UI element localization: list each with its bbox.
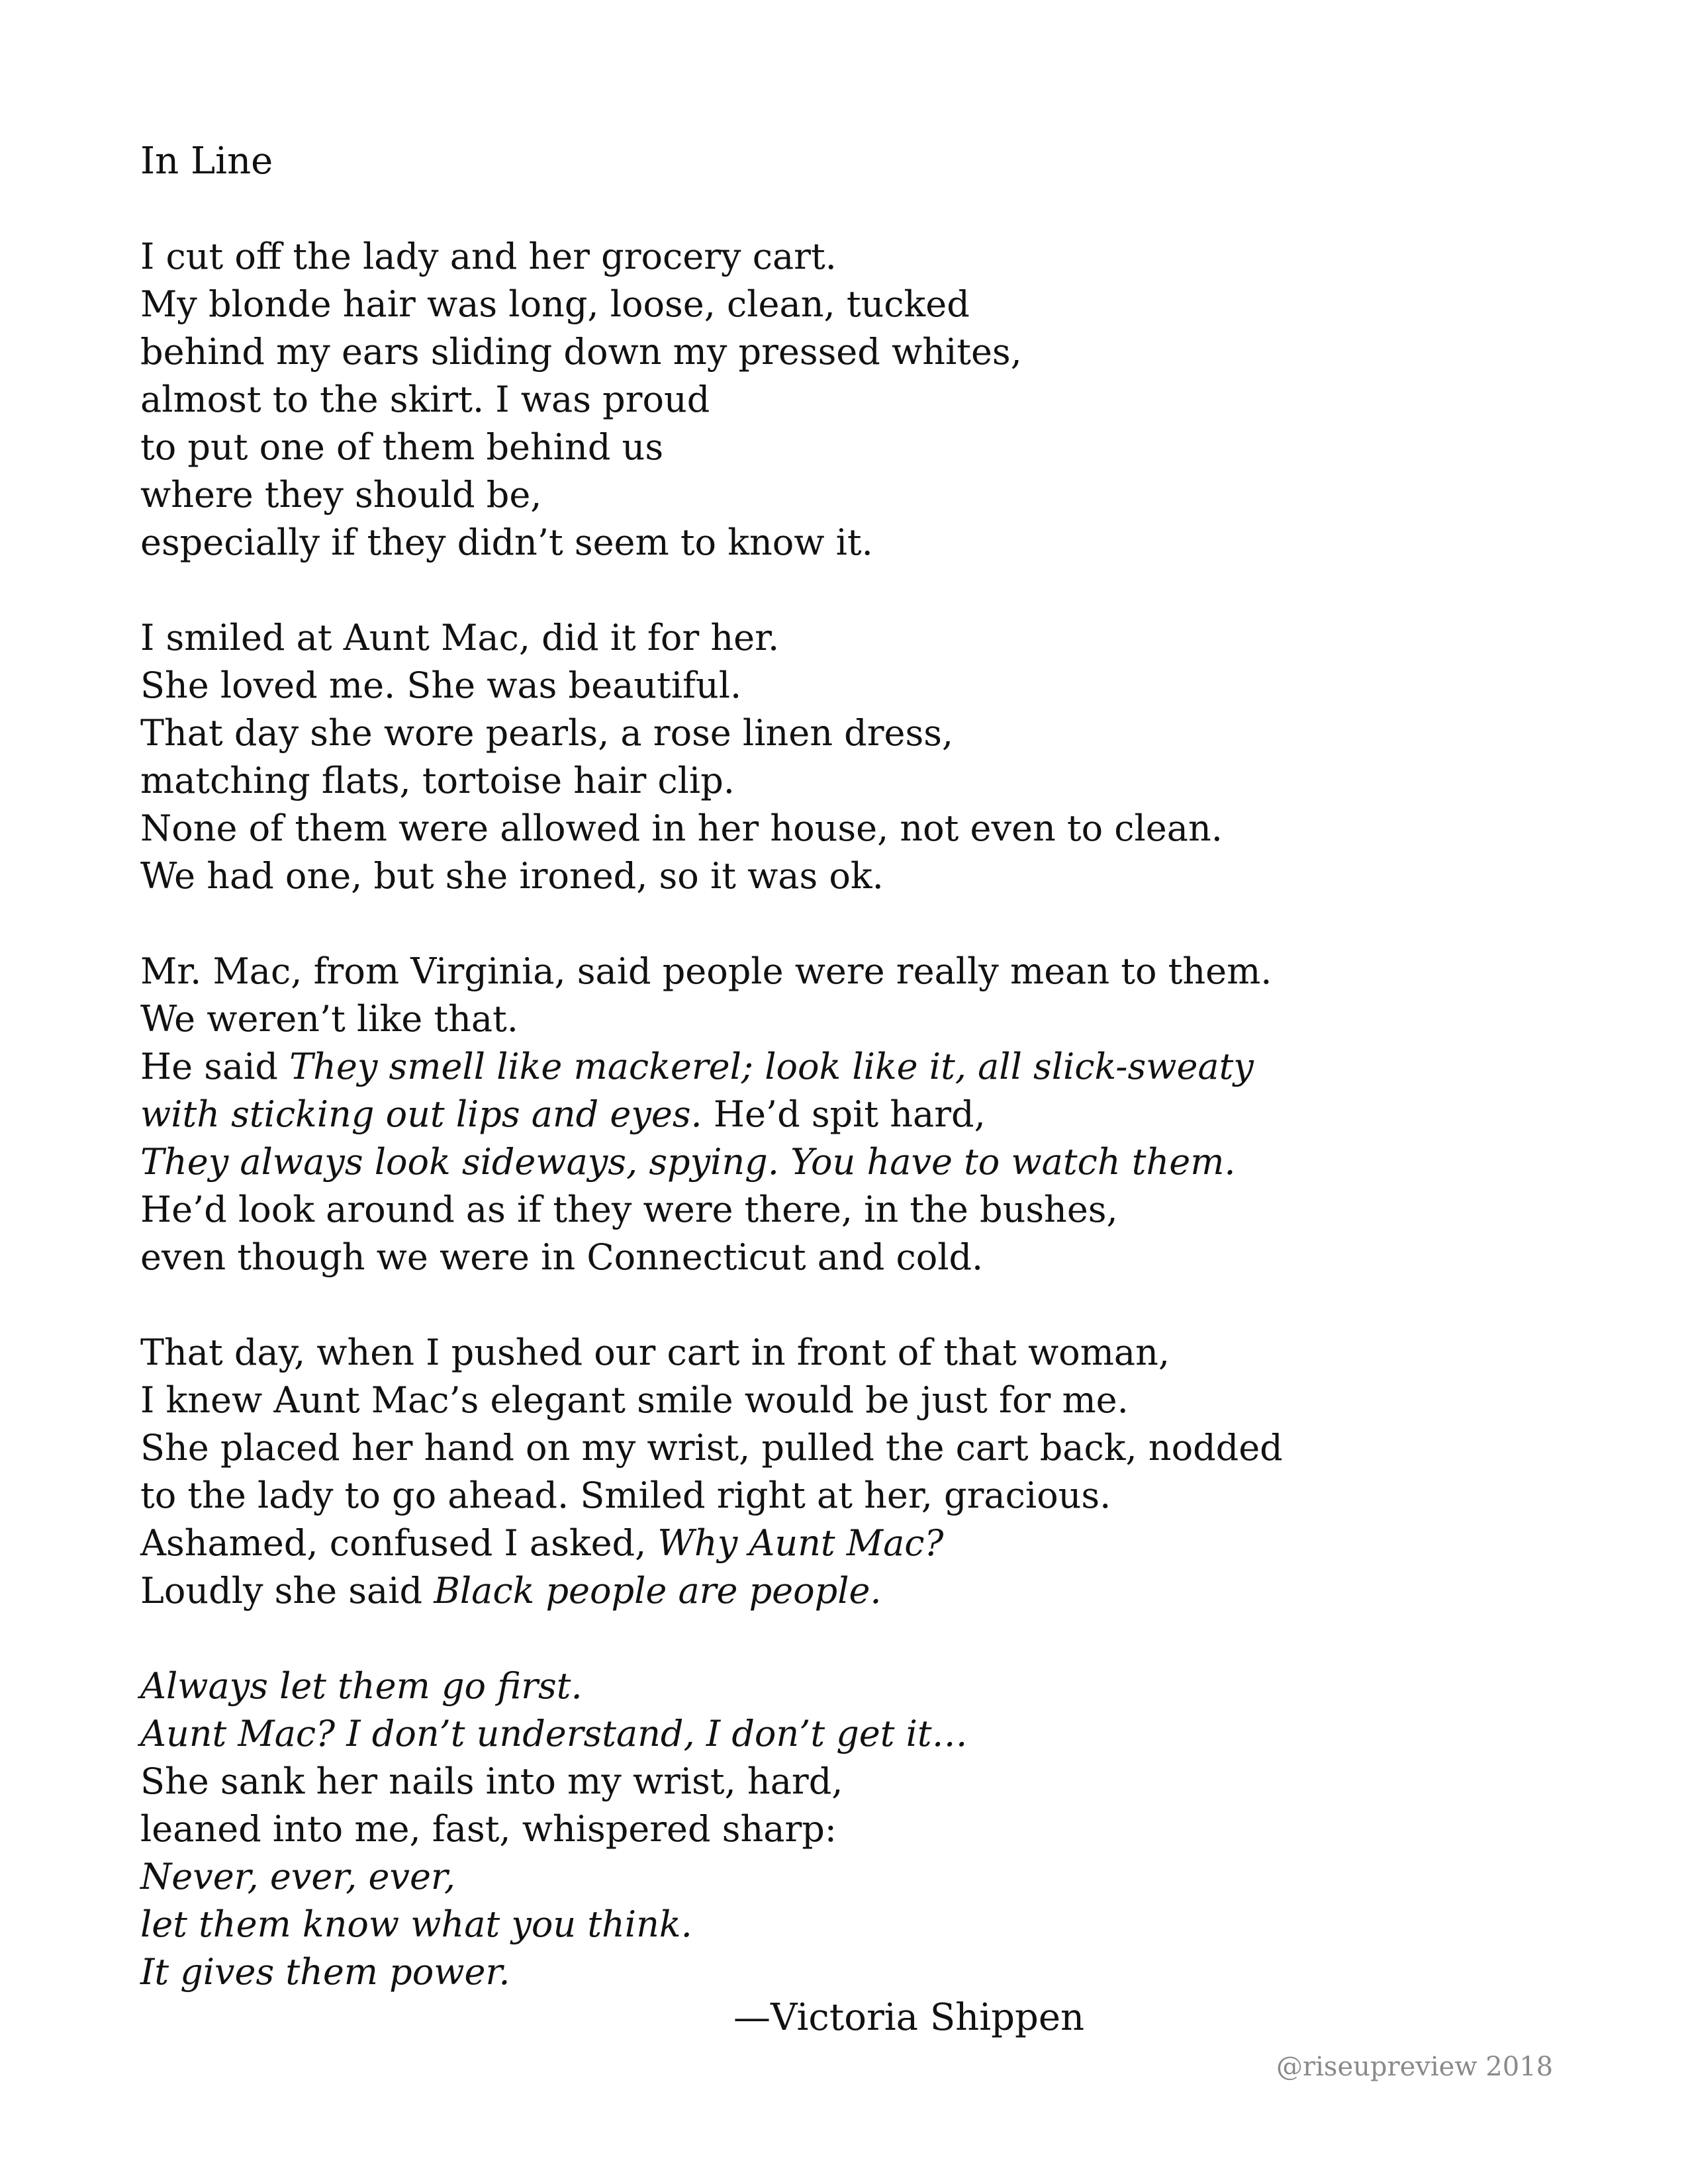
poem-line [140,233,1464,281]
italic-text-segment: They always look sideways, spying. You have to watch them. [140,1141,1236,1183]
text-segment: She sank her nails into my wrist, hard, [140,1760,843,1802]
poem-line [140,662,1464,709]
text-segment: even though we were in Connecticut and cold. [140,1236,984,1278]
italic-text-segment: They smell like mackerel; look like it, all slick-sweaty [289,1046,1254,1087]
text-segment: We had one, but she ironed, so it was ok. [140,855,884,897]
poem-line [140,424,1464,471]
poem-line [140,1234,1464,1281]
italic-text-segment: let them know what you think. [140,1903,692,1945]
poem-line [140,376,1464,424]
italic-text-segment: Aunt Mac? I don’t understand, I don’t get it… [140,1713,968,1754]
poem-stanzas [140,233,1464,1996]
poem-line [140,852,1464,900]
text-segment: Mr. Mac, from Virginia, said people were really mean to them. [140,950,1272,992]
poem-line [140,1805,1464,1853]
poem-line [140,1186,1464,1234]
text-segment: where they should be, [140,474,542,516]
text-segment: I knew Aunt Mac’s elegant smile would be just for me. [140,1379,1129,1421]
stanza-spacer [140,567,1464,614]
poem-line [140,328,1464,376]
poem-stanza [140,614,1464,900]
stanza-spacer [140,1281,1464,1329]
poem-line [140,471,1464,519]
text-segment: matching flats, tortoise hair clip. [140,760,735,801]
text-segment: We weren’t like that. [140,998,518,1040]
poem-line [140,1710,1464,1758]
poem-line [140,281,1464,328]
title-spacer [140,185,1464,233]
poem-line [140,1138,1464,1186]
stanza-spacer [140,1615,1464,1662]
text-segment: He said [140,1046,290,1087]
poem-line [140,1567,1464,1615]
poem-stanza [140,1329,1464,1615]
poem-line [140,709,1464,757]
text-segment: behind my ears sliding down my pressed whites, [140,331,1022,373]
text-segment: That day she wore pearls, a rose linen dress, [140,712,954,754]
text-segment: I cut off the lady and her grocery cart. [140,236,837,277]
text-segment: She placed her hand on my wrist, pulled the cart back, nodded [140,1427,1283,1469]
italic-text-segment: It gives them power. [140,1951,510,1993]
poem-stanza [140,1662,1464,1996]
poem-line [140,1901,1464,1948]
italic-text-segment: Never, ever, ever, [140,1856,455,1897]
poem-line [140,1043,1464,1091]
text-segment: That day, when I pushed our cart in front of that woman, [140,1332,1170,1373]
poem-line [140,1662,1464,1710]
poem-title: In Line [140,140,273,183]
text-segment: to the lady to go ahead. Smiled right at her, gracious. [140,1475,1111,1516]
copyright-footer: @riseupreview 2018 [1276,2052,1554,2082]
poem-line [140,1948,1464,1996]
text-segment: He’d spit hard, [702,1093,986,1135]
text-segment: especially if they didn’t seem to know it. [140,522,873,563]
poem-line [140,757,1464,805]
italic-text-segment: Always let them go first. [140,1665,583,1707]
poem-line [140,948,1464,995]
text-segment: I smiled at Aunt Mac, did it for her. [140,617,780,659]
text-segment: My blonde hair was long, loose, clean, tucked [140,283,970,325]
text-segment: None of them were allowed in her house, not even to clean. [140,807,1223,849]
text-segment: She loved me. She was beautiful. [140,664,742,706]
text-segment: He’d look around as if they were there, in the bushes, [140,1189,1118,1230]
poem-line [140,519,1464,567]
poem-line [140,1424,1464,1472]
poem-stanza [140,948,1464,1281]
text-segment: leaned into me, fast, whispered sharp: [140,1808,837,1850]
poem-line [140,1758,1464,1805]
italic-text-segment: Why Aunt Mac? [657,1522,944,1564]
text-segment: Ashamed, confused I asked, [140,1522,658,1564]
italic-text-segment: with sticking out lips and eyes. [140,1093,702,1135]
poem-line [140,1472,1464,1520]
text-segment: to put one of them behind us [140,426,664,468]
stanza-spacer [140,900,1464,948]
poem-body [140,138,1464,1996]
poem-line [140,995,1464,1043]
italic-text-segment: Black people are people. [434,1570,882,1612]
poem-line [140,1329,1464,1377]
poem-line [140,1377,1464,1424]
poem-line [140,1091,1464,1138]
text-segment: Loudly she said [140,1570,434,1612]
author-signature: —Victoria Shippen [733,1996,1085,2039]
poem-stanza [140,233,1464,567]
poem-line [140,1520,1464,1567]
poem-line [140,1853,1464,1901]
poem-line [140,805,1464,852]
text-segment: almost to the skirt. I was proud [140,379,710,420]
poem-line [140,614,1464,662]
